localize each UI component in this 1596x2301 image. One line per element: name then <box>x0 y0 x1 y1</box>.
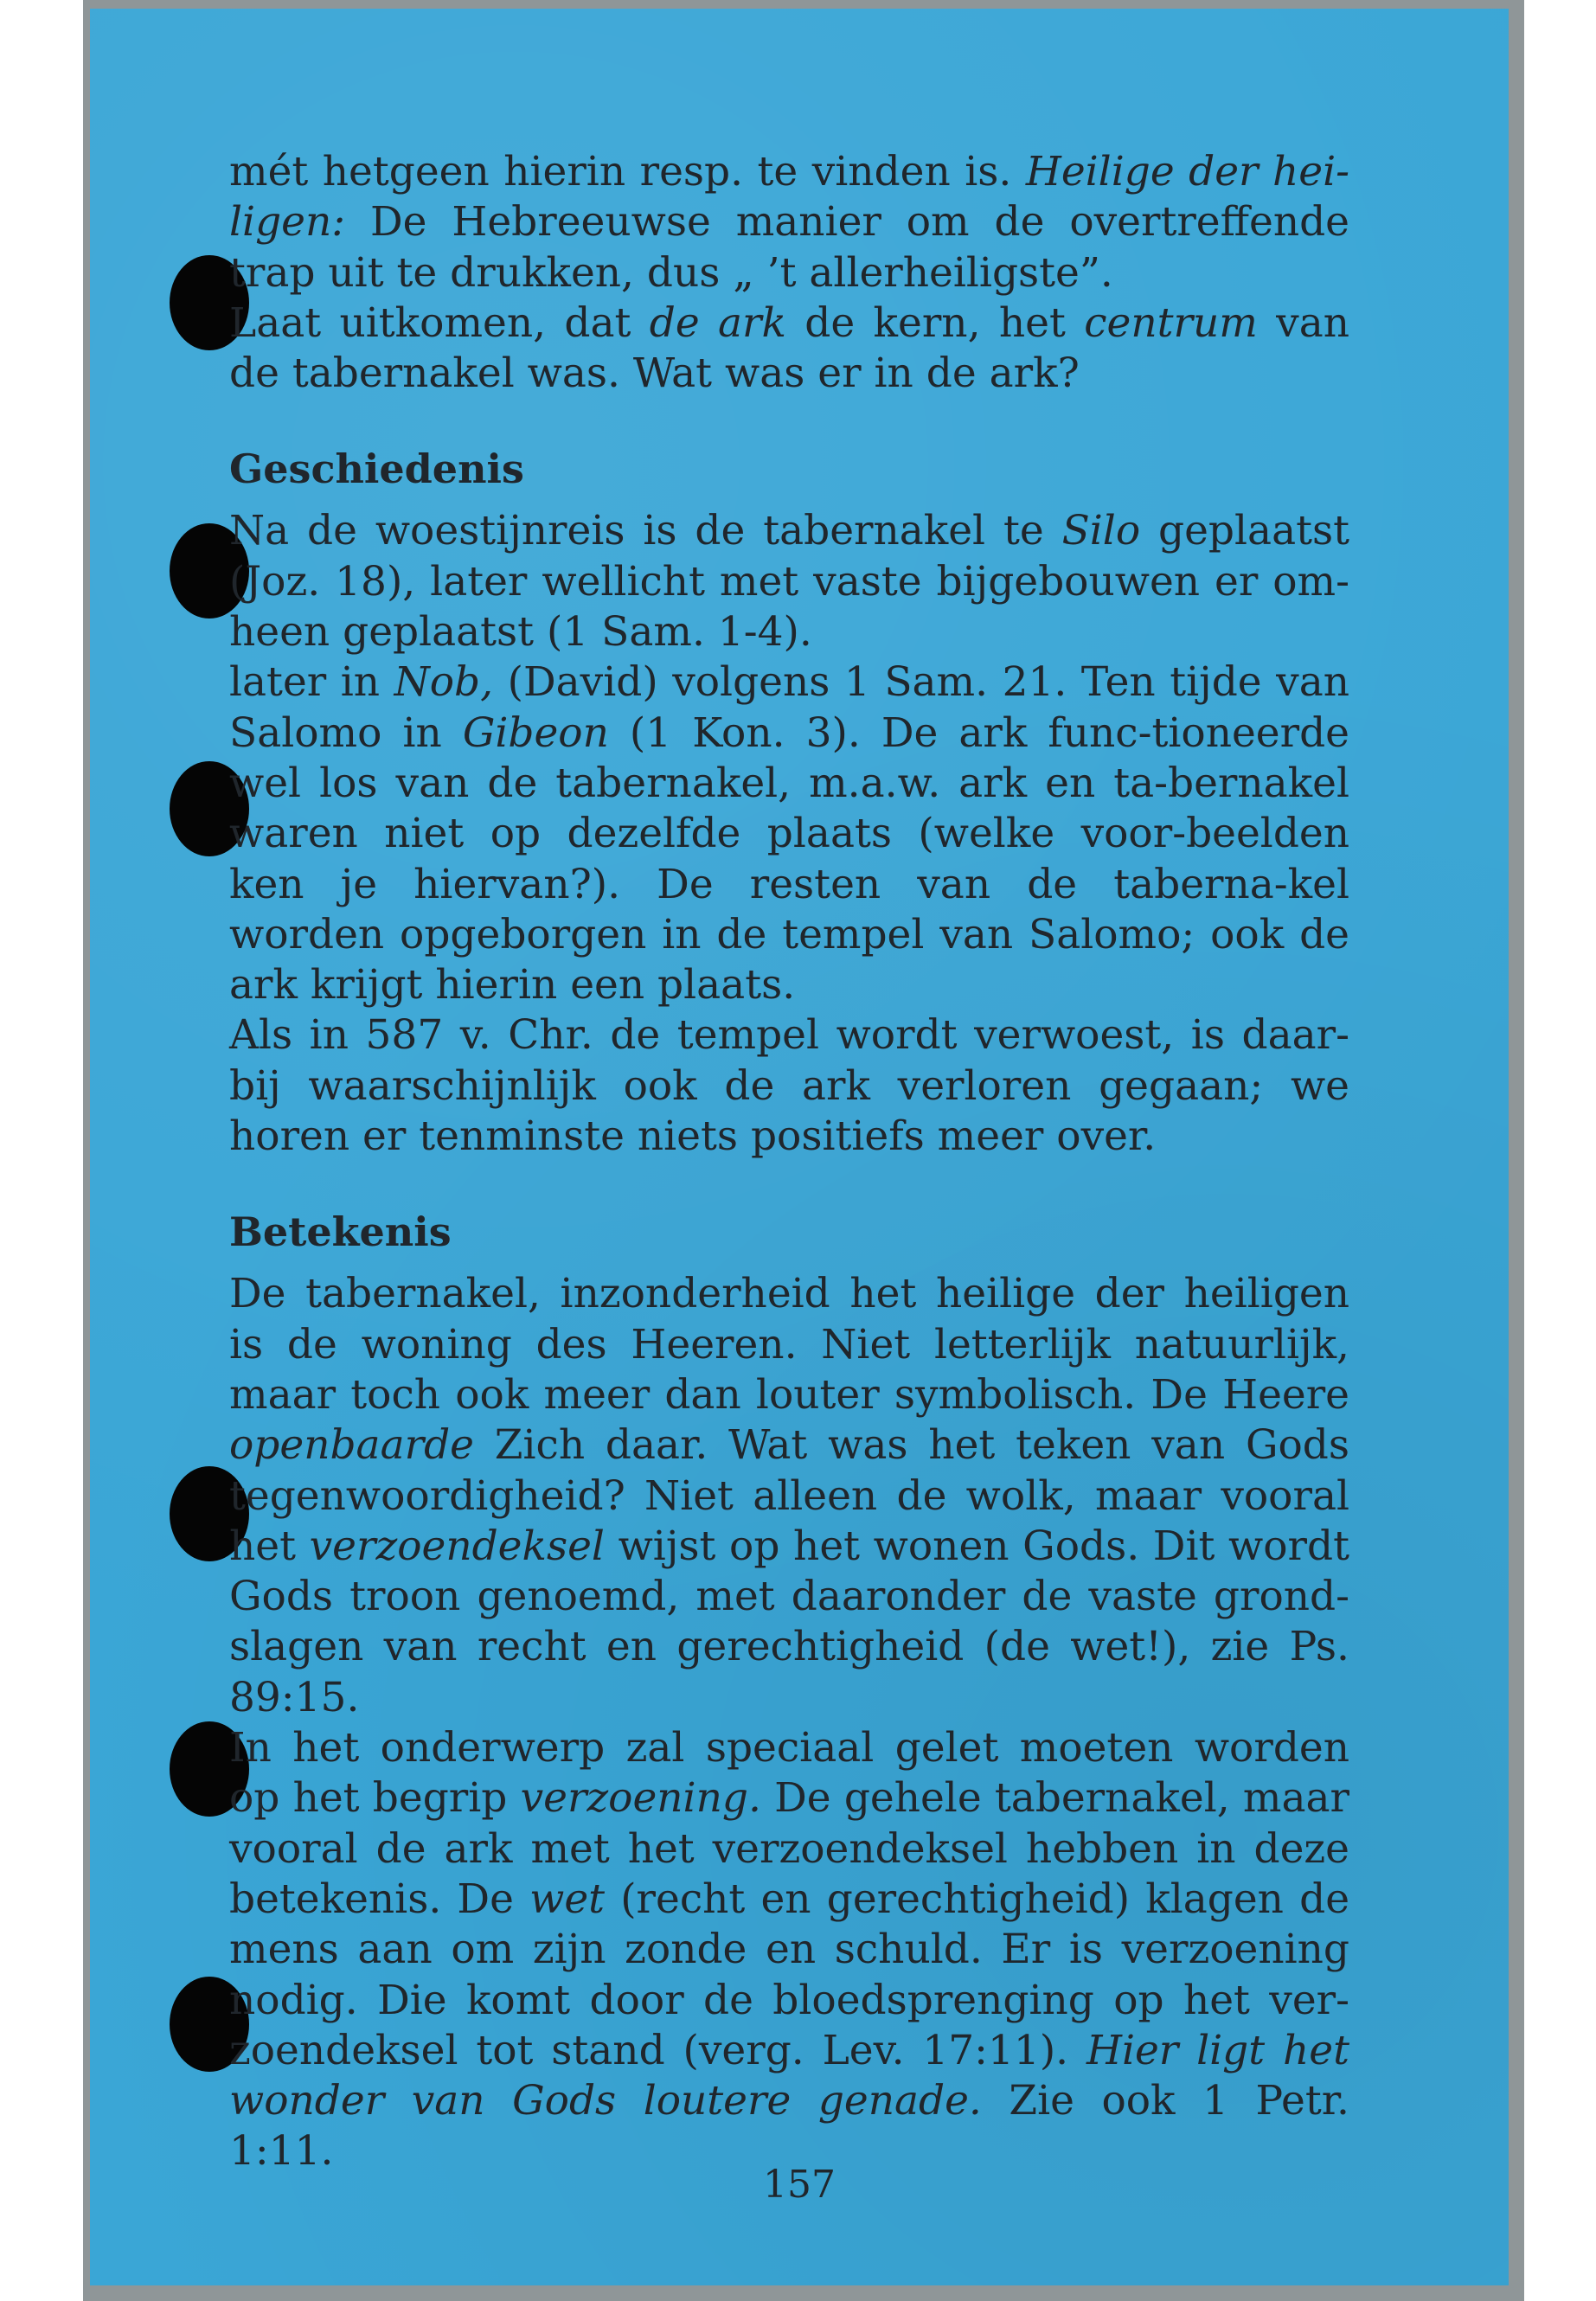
betekenis-paragraph-1 <box>229 1269 1349 1723</box>
text-run: (1 Kon. 3). De ark func-tioneerde wel los van de tabernakel, m.a.w. ark en ta-bernakel waren niet op dezelfde plaats (welke voor-beelden ken je hiervan?). De resten van de taberna-kel worden opgeborgen in de tempel van Salomo; ook de ark krijgt hierin een plaats. <box>229 708 1349 1009</box>
text-run: De Hebreeuwse manier om de overtreffende trap uit te drukken, dus „ ’t allerheiligste”. <box>229 198 1349 297</box>
text-run: Laat uitkomen, dat <box>229 298 650 347</box>
text-run: mét hetgeen hierin resp. te vinden is. <box>229 148 1026 195</box>
page-number: 157 <box>763 2163 836 2207</box>
italic-run: Nob, <box>394 658 494 707</box>
italic-run: de ark <box>649 298 786 347</box>
text-run: De gehele tabernakel, maar vooral de ark met het verzoendeksel hebben in deze betekenis. De <box>229 1774 1349 1923</box>
italic-run: Hier ligt het wonder van Gods loutere genade. <box>229 2026 1349 2125</box>
geschiedenis-paragraph-2 <box>229 657 1349 1010</box>
text-run: Na de woestijnreis is de tabernakel te <box>229 507 1062 555</box>
italic-run: Gibeon <box>462 708 609 757</box>
text-run: de kern, het <box>785 298 1085 347</box>
italic-run: wet <box>529 1875 606 1923</box>
italic-run: centrum <box>1084 298 1258 347</box>
geschiedenis-paragraph-3 <box>229 1010 1349 1162</box>
text-run: In het onderwerp zal speciaal gelet moeten worden op het begrip <box>229 1724 1349 1823</box>
text-run: De tabernakel, inzonderheid het heilige der heiligen is de woning des Heeren. Niet letterlijk natuurlijk, maar toch ook meer dan louter symbolisch. De Heere <box>229 1270 1349 1419</box>
text-run: later in <box>229 658 394 707</box>
text-run: geplaatst (Joz. 18), later wellicht met vaste bijgebouwen er om-heen geplaatst (1 Sam. 1-4). <box>229 507 1349 657</box>
page-text <box>229 147 1349 2177</box>
text-run: Als in 587 v. Chr. de tempel wordt verwoest, is daar-bij waarschijnlijk ook de ark verloren gegaan; we horen er tenminste niets positiefs meer over. <box>229 1011 1349 1161</box>
text-run: Zich daar. Wat was het teken van Gods tegenwoordigheid? Niet alleen de wolk, maar vooral het <box>229 1421 1349 1570</box>
text-run: (David) volgens 1 Sam. 21. Ten tijde van Salomo in <box>229 658 1349 757</box>
italic-run: verzoendeksel <box>309 1522 605 1570</box>
betekenis-paragraph-2 <box>229 1723 1349 2177</box>
intro-paragraph-2 <box>229 298 1349 400</box>
text-run: (recht en gerechtigheid) klagen de mens aan om zijn zonde en schuld. Er is verzoening nodig. Die komt door de bloedsprenging op het ver-zoendeksel tot stand (verg. Lev. 17:11). <box>229 1875 1350 2074</box>
text-run: wijst op het wonen Gods. Dit wordt Gods troon genoemd, met daaronder de vaste grond-slagen van recht en gerechtigheid (de wet!), zie Ps. 89:15. <box>229 1522 1349 1721</box>
italic-run: openbaarde <box>229 1421 474 1470</box>
intro-paragraph-1 <box>229 147 1349 298</box>
italic-run: Silo <box>1061 507 1141 555</box>
text-run: Zie ook 1 Petr. 1:11. <box>229 2077 1349 2176</box>
section-heading-betekenis: Betekenis <box>229 1208 452 1256</box>
italic-run: verzoening. <box>520 1774 761 1823</box>
text-run: van de tabernakel was. Wat was er in de ark? <box>229 298 1349 398</box>
section-heading-geschiedenis: Geschiedenis <box>229 445 524 493</box>
geschiedenis-paragraph-1 <box>229 506 1349 657</box>
italic-run: Heilige der hei-ligen: <box>229 148 1350 247</box>
